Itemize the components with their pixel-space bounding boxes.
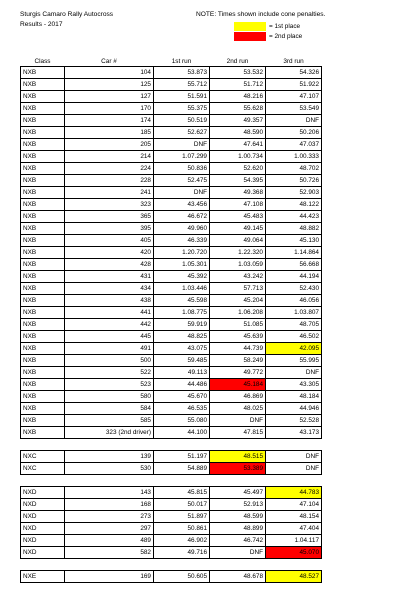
first-run-cell: 50.017 xyxy=(154,499,210,511)
second-run-cell: 45.497 xyxy=(210,487,266,499)
car-number-cell: 442 xyxy=(65,319,154,331)
first-run-cell: 49.960 xyxy=(154,223,210,235)
second-run-cell: 49.357 xyxy=(210,115,266,127)
second-run-cell: 48.599 xyxy=(210,511,266,523)
class-cell: NXB xyxy=(21,175,65,187)
third-run-cell: 45.130 xyxy=(266,235,322,247)
car-number-cell: 170 xyxy=(65,103,154,115)
class-cell: NXB xyxy=(21,283,65,295)
table-row xyxy=(21,199,322,211)
spacer-cell xyxy=(65,439,154,451)
table-row xyxy=(21,499,322,511)
legend-swatch-red xyxy=(234,32,266,41)
class-cell: NXB xyxy=(21,151,65,163)
second-run-cell: 1.22.320 xyxy=(210,247,266,259)
third-run-cell: 48.527 xyxy=(266,571,322,583)
table-row xyxy=(21,391,322,403)
second-run-cell: 48.899 xyxy=(210,523,266,535)
table-row xyxy=(21,151,322,163)
first-run-cell: 1.20.720 xyxy=(154,247,210,259)
table-row xyxy=(21,187,322,199)
header-third-run: 3rd run xyxy=(266,56,322,67)
second-run-cell: 55.628 xyxy=(210,103,266,115)
spacer-cell xyxy=(21,559,65,571)
class-cell: NXB xyxy=(21,127,65,139)
first-run-cell: 51.591 xyxy=(154,91,210,103)
second-run-cell: 48.590 xyxy=(210,127,266,139)
third-run-cell: 55.995 xyxy=(266,355,322,367)
second-run-cell: 49.368 xyxy=(210,187,266,199)
car-number-cell: 441 xyxy=(65,307,154,319)
class-cell: NXB xyxy=(21,235,65,247)
table-row xyxy=(21,571,322,583)
second-run-cell: 45.639 xyxy=(210,331,266,343)
first-run-cell: 45.815 xyxy=(154,487,210,499)
class-cell: NXB xyxy=(21,79,65,91)
third-run-cell: 48.154 xyxy=(266,511,322,523)
car-number-cell: 214 xyxy=(65,151,154,163)
spacer-cell xyxy=(21,475,65,487)
class-cell: NXB xyxy=(21,379,65,391)
class-cell: NXB xyxy=(21,115,65,127)
table-row xyxy=(21,451,322,463)
class-cell: NXD xyxy=(21,535,65,547)
second-run-cell: 47.815 xyxy=(210,427,266,439)
class-cell: NXB xyxy=(21,355,65,367)
third-run-cell: 44.783 xyxy=(266,487,322,499)
car-number-cell: 228 xyxy=(65,175,154,187)
second-run-cell: 49.772 xyxy=(210,367,266,379)
car-number-cell: 205 xyxy=(65,139,154,151)
first-run-cell: 46.672 xyxy=(154,211,210,223)
third-run-cell: 52.903 xyxy=(266,187,322,199)
class-cell: NXB xyxy=(21,259,65,271)
second-run-cell: 44.739 xyxy=(210,343,266,355)
spacer-cell xyxy=(21,439,65,451)
table-row xyxy=(21,523,322,535)
car-number-cell: 523 xyxy=(65,379,154,391)
third-run-cell: 1.03.807 xyxy=(266,307,322,319)
third-run-cell: 47.104 xyxy=(266,499,322,511)
table-row xyxy=(21,139,322,151)
car-number-cell: 224 xyxy=(65,163,154,175)
class-cell: NXC xyxy=(21,463,65,475)
table-row xyxy=(21,547,322,559)
car-number-cell: 438 xyxy=(65,295,154,307)
third-run-cell: DNF xyxy=(266,451,322,463)
legend-swatch-yellow xyxy=(234,22,266,31)
document-header xyxy=(20,10,113,30)
table-row xyxy=(21,295,322,307)
second-run-cell: 1.00.734 xyxy=(210,151,266,163)
second-run-cell: 49.145 xyxy=(210,223,266,235)
second-run-cell: 47.108 xyxy=(210,199,266,211)
second-run-cell: 52.620 xyxy=(210,163,266,175)
table-row xyxy=(21,283,322,295)
second-run-cell: 51.712 xyxy=(210,79,266,91)
car-number-cell: 445 xyxy=(65,331,154,343)
class-cell: NXB xyxy=(21,163,65,175)
first-run-cell: 51.897 xyxy=(154,511,210,523)
third-run-cell: 1.00.333 xyxy=(266,151,322,163)
table-row xyxy=(21,319,322,331)
first-run-cell: 45.598 xyxy=(154,295,210,307)
class-cell: NXB xyxy=(21,307,65,319)
first-run-cell: 1.08.775 xyxy=(154,307,210,319)
table-row xyxy=(21,511,322,523)
third-run-cell: 48.705 xyxy=(266,319,322,331)
table-row xyxy=(21,211,322,223)
third-run-cell: 48.702 xyxy=(266,163,322,175)
first-run-cell: 44.100 xyxy=(154,427,210,439)
header-second-run: 2nd run xyxy=(210,56,266,67)
third-run-cell: 50.206 xyxy=(266,127,322,139)
class-cell: NXB xyxy=(21,427,65,439)
third-run-cell: 48.882 xyxy=(266,223,322,235)
table-row xyxy=(21,175,322,187)
header-class: Class xyxy=(21,56,65,67)
car-number-cell: 174 xyxy=(65,115,154,127)
third-run-cell: 50.726 xyxy=(266,175,322,187)
first-run-cell: 46.535 xyxy=(154,403,210,415)
spacer-cell xyxy=(210,475,266,487)
legend xyxy=(234,21,302,41)
table-row xyxy=(21,415,322,427)
third-run-cell: 46.056 xyxy=(266,295,322,307)
class-cell: NXC xyxy=(21,451,65,463)
class-cell: NXB xyxy=(21,403,65,415)
class-cell: NXB xyxy=(21,139,65,151)
spacer-cell xyxy=(65,559,154,571)
legend-first-label: = 1st place xyxy=(269,22,301,30)
car-number-cell: 434 xyxy=(65,283,154,295)
car-number-cell: 323 xyxy=(65,199,154,211)
first-run-cell: 54.889 xyxy=(154,463,210,475)
header-car-number: Car # xyxy=(65,56,154,67)
third-run-cell: 47.037 xyxy=(266,139,322,151)
class-cell: NXB xyxy=(21,391,65,403)
document-subtitle: Results - 2017 xyxy=(20,21,63,28)
first-run-cell: 53.873 xyxy=(154,67,210,79)
car-number-cell: 405 xyxy=(65,235,154,247)
car-number-cell: 297 xyxy=(65,523,154,535)
table-row xyxy=(21,403,322,415)
second-run-cell: 49.064 xyxy=(210,235,266,247)
car-number-cell: 169 xyxy=(65,571,154,583)
second-run-cell: 48.515 xyxy=(210,451,266,463)
first-run-cell: 1.07.299 xyxy=(154,151,210,163)
second-run-cell: 57.713 xyxy=(210,283,266,295)
car-number-cell: 365 xyxy=(65,211,154,223)
first-run-cell: 43.075 xyxy=(154,343,210,355)
third-run-cell: 44.946 xyxy=(266,403,322,415)
first-run-cell: 52.475 xyxy=(154,175,210,187)
second-run-cell: 46.869 xyxy=(210,391,266,403)
car-number-cell: 530 xyxy=(65,463,154,475)
spacer-cell xyxy=(266,559,322,571)
table-row xyxy=(21,127,322,139)
first-run-cell: 59.919 xyxy=(154,319,210,331)
third-run-cell: 48.184 xyxy=(266,391,322,403)
first-run-cell: DNF xyxy=(154,187,210,199)
car-number-cell: 104 xyxy=(65,67,154,79)
class-cell: NXB xyxy=(21,331,65,343)
second-run-cell: 1.03.059 xyxy=(210,259,266,271)
second-run-cell: 51.085 xyxy=(210,319,266,331)
second-run-cell: 1.06.208 xyxy=(210,307,266,319)
third-run-cell: 43.173 xyxy=(266,427,322,439)
spacer-cell xyxy=(154,475,210,487)
third-run-cell: 44.194 xyxy=(266,271,322,283)
car-number-cell: 585 xyxy=(65,415,154,427)
car-number-cell: 127 xyxy=(65,91,154,103)
table-row xyxy=(21,115,322,127)
second-run-cell: DNF xyxy=(210,415,266,427)
first-run-cell: 46.902 xyxy=(154,535,210,547)
third-run-cell: 42.095 xyxy=(266,343,322,355)
class-cell: NXB xyxy=(21,187,65,199)
third-run-cell: 44.423 xyxy=(266,211,322,223)
table-row xyxy=(21,271,322,283)
car-number-cell: 491 xyxy=(65,343,154,355)
car-number-cell: 139 xyxy=(65,451,154,463)
first-run-cell: 1.05.301 xyxy=(154,259,210,271)
second-run-cell: 43.242 xyxy=(210,271,266,283)
group-spacer-row xyxy=(21,439,322,451)
first-run-cell: 50.605 xyxy=(154,571,210,583)
table-row xyxy=(21,535,322,547)
car-number-cell: 143 xyxy=(65,487,154,499)
class-cell: NXB xyxy=(21,211,65,223)
third-run-cell: 47.404 xyxy=(266,523,322,535)
car-number-cell: 125 xyxy=(65,79,154,91)
spacer-cell xyxy=(210,559,266,571)
table-row xyxy=(21,331,322,343)
third-run-cell: 46.502 xyxy=(266,331,322,343)
third-run-cell: 54.326 xyxy=(266,67,322,79)
table-row xyxy=(21,259,322,271)
table-row xyxy=(21,163,322,175)
class-cell: NXD xyxy=(21,499,65,511)
car-number-cell: 420 xyxy=(65,247,154,259)
class-cell: NXB xyxy=(21,271,65,283)
first-run-cell: 50.861 xyxy=(154,523,210,535)
class-cell: NXB xyxy=(21,247,65,259)
spacer-cell xyxy=(154,559,210,571)
class-cell: NXB xyxy=(21,67,65,79)
table-row xyxy=(21,355,322,367)
spacer-cell xyxy=(154,439,210,451)
results-body xyxy=(21,67,322,583)
first-run-cell: 51.197 xyxy=(154,451,210,463)
car-number-cell: 431 xyxy=(65,271,154,283)
class-cell: NXD xyxy=(21,511,65,523)
first-run-cell: 43.456 xyxy=(154,199,210,211)
third-run-cell: 53.549 xyxy=(266,103,322,115)
legend-first-place xyxy=(234,21,302,31)
second-run-cell: 47.641 xyxy=(210,139,266,151)
third-run-cell: 47.107 xyxy=(266,91,322,103)
legend-second-place xyxy=(234,31,302,41)
first-run-cell: 55.375 xyxy=(154,103,210,115)
spacer-cell xyxy=(266,475,322,487)
first-run-cell: 59.485 xyxy=(154,355,210,367)
third-run-cell: 43.305 xyxy=(266,379,322,391)
third-run-cell: DNF xyxy=(266,463,322,475)
car-number-cell: 580 xyxy=(65,391,154,403)
car-number-cell: 489 xyxy=(65,535,154,547)
table-row xyxy=(21,223,322,235)
header-first-run: 1st run xyxy=(154,56,210,67)
car-number-cell: 584 xyxy=(65,403,154,415)
first-run-cell: 49.716 xyxy=(154,547,210,559)
table-row xyxy=(21,343,322,355)
document-title: Sturgis Camaro Rally Autocross xyxy=(20,11,114,18)
class-cell: NXD xyxy=(21,523,65,535)
table-row xyxy=(21,79,322,91)
third-run-cell: 1.14.864 xyxy=(266,247,322,259)
class-cell: NXE xyxy=(21,571,65,583)
first-run-cell: 55.080 xyxy=(154,415,210,427)
table-row xyxy=(21,67,322,79)
car-number-cell: 168 xyxy=(65,499,154,511)
first-run-cell: 44.486 xyxy=(154,379,210,391)
class-cell: NXB xyxy=(21,295,65,307)
third-run-cell: 56.668 xyxy=(266,259,322,271)
car-number-cell: 323 (2nd driver) xyxy=(65,427,154,439)
second-run-cell: 45.204 xyxy=(210,295,266,307)
class-cell: NXB xyxy=(21,223,65,235)
second-run-cell: 48.678 xyxy=(210,571,266,583)
third-run-cell: 1.04.117 xyxy=(266,535,322,547)
second-run-cell: 52.913 xyxy=(210,499,266,511)
first-run-cell: 48.825 xyxy=(154,331,210,343)
first-run-cell: 52.627 xyxy=(154,127,210,139)
first-run-cell: 55.712 xyxy=(154,79,210,91)
first-run-cell: 1.03.446 xyxy=(154,283,210,295)
table-row xyxy=(21,379,322,391)
first-run-cell: 45.670 xyxy=(154,391,210,403)
class-cell: NXB xyxy=(21,319,65,331)
third-run-cell: 52.430 xyxy=(266,283,322,295)
table-row xyxy=(21,427,322,439)
group-spacer-row xyxy=(21,559,322,571)
class-cell: NXD xyxy=(21,487,65,499)
spacer-cell xyxy=(210,439,266,451)
third-run-cell: DNF xyxy=(266,367,322,379)
car-number-cell: 395 xyxy=(65,223,154,235)
third-run-cell: 51.922 xyxy=(266,79,322,91)
results-table xyxy=(20,56,322,583)
class-cell: NXB xyxy=(21,367,65,379)
first-run-cell: 49.113 xyxy=(154,367,210,379)
car-number-cell: 500 xyxy=(65,355,154,367)
third-run-cell: 52.528 xyxy=(266,415,322,427)
first-run-cell: 50.836 xyxy=(154,163,210,175)
legend-second-label: = 2nd place xyxy=(269,32,303,40)
table-header-row xyxy=(21,56,322,67)
group-spacer-row xyxy=(21,475,322,487)
class-cell: NXD xyxy=(21,547,65,559)
car-number-cell: 522 xyxy=(65,367,154,379)
car-number-cell: 273 xyxy=(65,511,154,523)
car-number-cell: 582 xyxy=(65,547,154,559)
penalty-note: NOTE: Times shown include cone penalties. xyxy=(196,11,326,18)
class-cell: NXB xyxy=(21,103,65,115)
table-row xyxy=(21,487,322,499)
second-run-cell: 54.395 xyxy=(210,175,266,187)
table-row xyxy=(21,367,322,379)
third-run-cell: DNF xyxy=(266,115,322,127)
second-run-cell: 48.025 xyxy=(210,403,266,415)
car-number-cell: 241 xyxy=(65,187,154,199)
spacer-cell xyxy=(266,439,322,451)
second-run-cell: 45.184 xyxy=(210,379,266,391)
second-run-cell: 46.742 xyxy=(210,535,266,547)
third-run-cell: 45.070 xyxy=(266,547,322,559)
table-row xyxy=(21,247,322,259)
first-run-cell: 45.392 xyxy=(154,271,210,283)
second-run-cell: 53.532 xyxy=(210,67,266,79)
table-row xyxy=(21,91,322,103)
car-number-cell: 428 xyxy=(65,259,154,271)
class-cell: NXB xyxy=(21,91,65,103)
second-run-cell: 45.483 xyxy=(210,211,266,223)
first-run-cell: 46.339 xyxy=(154,235,210,247)
second-run-cell: DNF xyxy=(210,547,266,559)
second-run-cell: 48.216 xyxy=(210,91,266,103)
first-run-cell: DNF xyxy=(154,139,210,151)
spacer-cell xyxy=(65,475,154,487)
class-cell: NXB xyxy=(21,343,65,355)
second-run-cell: 53.389 xyxy=(210,463,266,475)
first-run-cell: 50.519 xyxy=(154,115,210,127)
class-cell: NXB xyxy=(21,415,65,427)
car-number-cell: 185 xyxy=(65,127,154,139)
third-run-cell: 48.122 xyxy=(266,199,322,211)
second-run-cell: 58.249 xyxy=(210,355,266,367)
table-row xyxy=(21,235,322,247)
table-row xyxy=(21,103,322,115)
table-row xyxy=(21,307,322,319)
class-cell: NXB xyxy=(21,199,65,211)
table-row xyxy=(21,463,322,475)
